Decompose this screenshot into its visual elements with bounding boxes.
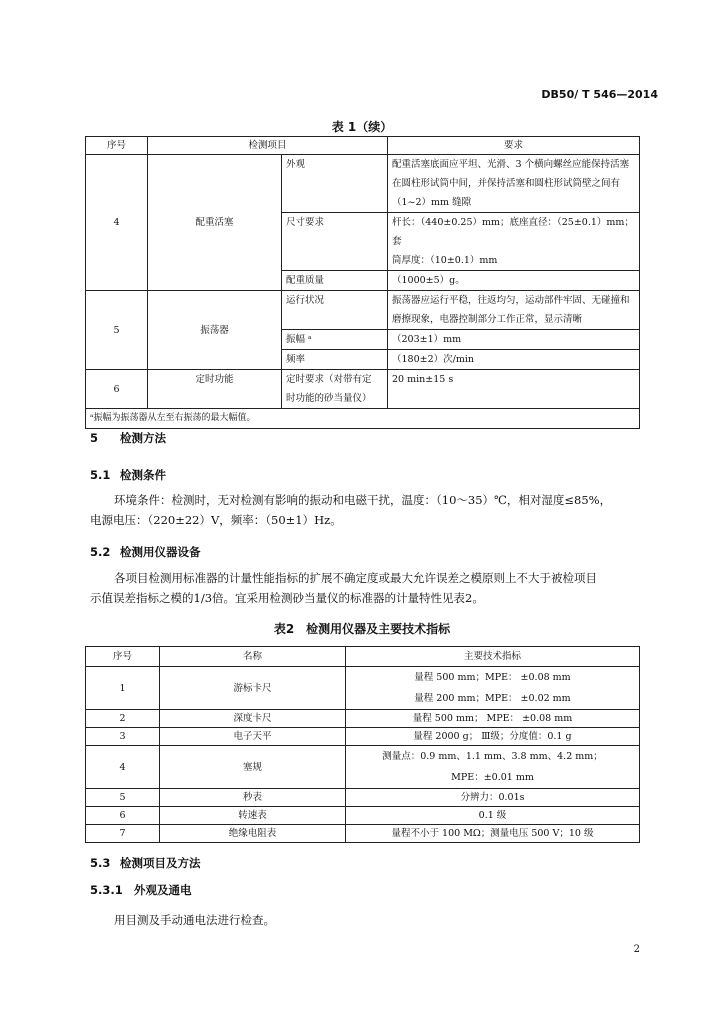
table1-requirement: （203±1）mm	[388, 330, 640, 350]
table1-item-name: 振荡器	[148, 291, 282, 370]
table1-requirement	[388, 155, 640, 213]
table1-header-no: 序号	[86, 137, 148, 155]
spec-line: MPE：±0.01 mm	[451, 772, 534, 783]
table1-requirement	[388, 291, 640, 330]
table1-subitem: 外观	[282, 155, 388, 213]
table1-requirement: （1000±5）g。	[388, 271, 640, 291]
document-id: DB50/ T 546—2014	[541, 88, 658, 101]
table1-subitem: 振幅 ᵃ	[282, 330, 388, 350]
table1-requirement	[388, 213, 640, 271]
table-row	[86, 807, 640, 825]
table-row	[86, 667, 640, 710]
table2-no: 3	[86, 728, 160, 746]
table2-name: 深度卡尺	[160, 710, 346, 728]
table2-header-row	[86, 647, 640, 667]
table-row	[86, 155, 640, 213]
section-title: 检测方法	[120, 431, 166, 445]
table2-header-name: 名称	[160, 647, 346, 667]
spec-line: 量程 200 mm；MPE： ±0.02 mm	[414, 693, 571, 704]
section-title: 检测条件	[120, 468, 166, 482]
section-5-heading	[90, 430, 166, 446]
table2-spec: 量程 2000 g； Ⅲ级；分度值：0.1 g	[346, 728, 640, 746]
req-line: 筒厚度：（10±0.1）mm	[392, 255, 498, 266]
table1-requirement: 20 min±15 s	[388, 370, 640, 409]
table1-header-req: 要求	[388, 137, 640, 155]
subitem-line: 定时要求（对带有定	[286, 374, 372, 385]
table1-no: 5	[86, 291, 148, 370]
section-5-3-1-paragraph: 用目测及手动通电法进行检查。	[114, 913, 275, 927]
table2-no: 2	[86, 710, 160, 728]
table2-name: 塞规	[160, 746, 346, 789]
section-number: 5.2	[90, 545, 111, 559]
table1-subitem: 尺寸要求	[282, 213, 388, 271]
section-number: 5.3	[90, 856, 111, 870]
section-title: 检测用仪器设备	[120, 545, 201, 559]
section-5-3-heading	[90, 855, 201, 871]
req-line: 配重活塞底面应平坦、光滑、3 个横向螺丝应能保持活塞	[392, 159, 630, 170]
table2-spec	[346, 667, 640, 710]
table2	[85, 646, 640, 843]
table1-item-name: 定时功能	[148, 370, 282, 409]
section-5-1-heading	[90, 467, 166, 483]
table2-no: 1	[86, 667, 160, 710]
section-title: 检测项目及方法	[120, 856, 201, 870]
table1-item-name: 配重活塞	[148, 155, 282, 291]
paragraph-line: 各项目检测用标准器的计量性能指标的扩展不确定度或最大允许误差之模原则上不大于被检项目	[114, 571, 597, 585]
table1-no: 6	[86, 370, 148, 409]
table2-name: 电子天平	[160, 728, 346, 746]
table1-requirement: （180±2）次/min	[388, 350, 640, 370]
table1-header-row	[86, 137, 640, 155]
req-line: （1~2）mm 缝隙	[392, 197, 472, 208]
table2-spec: 0.1 级	[346, 807, 640, 825]
paragraph-line: 环境条件：检测时，无对检测有影响的振动和电磁干扰，温度：（10～35）℃，相对湿度≤85%，	[114, 493, 612, 507]
section-number: 5.3.1	[90, 883, 123, 897]
table2-spec	[346, 746, 640, 789]
table2-spec: 分辨力：0.01s	[346, 789, 640, 807]
req-line: 杆长：（440±0.25）mm；底座直径：（25±0.1）mm；套	[392, 217, 634, 247]
table2-no: 6	[86, 807, 160, 825]
table2-name: 绝缘电阻表	[160, 825, 346, 843]
section-title: 外观及通电	[134, 883, 192, 897]
table2-no: 4	[86, 746, 160, 789]
spec-line: 量程 500 mm；MPE： ±0.08 mm	[414, 672, 571, 683]
table-row	[86, 710, 640, 728]
req-line: 磨擦现象，电器控制部分工作正常，显示清晰	[392, 314, 583, 325]
page-number: 2	[633, 944, 640, 955]
table2-spec: 量程 500 mm； MPE： ±0.08 mm	[346, 710, 640, 728]
table2-name: 游标卡尺	[160, 667, 346, 710]
table-row	[86, 728, 640, 746]
table-row	[86, 825, 640, 843]
paragraph-line: 电源电压：（220±22）V，频率：（50±1）Hz。	[90, 513, 342, 527]
spec-line: 测量点：0.9 mm、1.1 mm、3.8 mm、4.2 mm；	[382, 751, 603, 762]
table1-subitem: 频率	[282, 350, 388, 370]
section-5-2-heading	[90, 544, 201, 560]
table2-spec: 量程不小于 100 MΩ；测量电压 500 V；10 级	[346, 825, 640, 843]
table-row	[86, 291, 640, 330]
paragraph-line: 示值误差指标之模的1/3倍。宜采用检测砂当量仪的标准器的计量特性见表2。	[90, 591, 484, 605]
req-line: 在圆柱形试筒中间，并保持活塞和圆柱形试筒壁之间有	[392, 178, 621, 189]
subitem-line: 时功能的砂当量仪）	[286, 393, 372, 404]
table1-footnote-row	[86, 409, 640, 429]
section-5-2-paragraph	[90, 568, 640, 608]
table-row	[86, 746, 640, 789]
table2-no: 5	[86, 789, 160, 807]
table-row	[86, 370, 640, 409]
table1-subitem	[282, 370, 388, 409]
table2-header-spec: 主要技术指标	[346, 647, 640, 667]
table2-no: 7	[86, 825, 160, 843]
table1-header-item: 检测项目	[148, 137, 388, 155]
section-number: 5	[90, 431, 99, 445]
section-5-3-1-heading	[90, 882, 192, 898]
table1-subitem: 运行状况	[282, 291, 388, 330]
table2-name: 秒表	[160, 789, 346, 807]
table2-caption: 表2 检测用仪器及主要技术指标	[273, 622, 451, 636]
req-line: 振荡器应运行平稳，往返均匀，运动部件牢固、无碰撞和	[392, 295, 630, 306]
table-row	[86, 789, 640, 807]
table1-caption: 表 1（续）	[331, 120, 393, 134]
section-number: 5.1	[90, 468, 111, 482]
table1	[85, 136, 640, 429]
section-5-1-paragraph	[90, 490, 640, 530]
table1-subitem: 配重质量	[282, 271, 388, 291]
table2-name: 转速表	[160, 807, 346, 825]
table2-header-no: 序号	[86, 647, 160, 667]
table1-footnote: ᵃ振幅为振荡器从左至右振荡的最大幅值。	[86, 409, 640, 429]
table1-no: 4	[86, 155, 148, 291]
